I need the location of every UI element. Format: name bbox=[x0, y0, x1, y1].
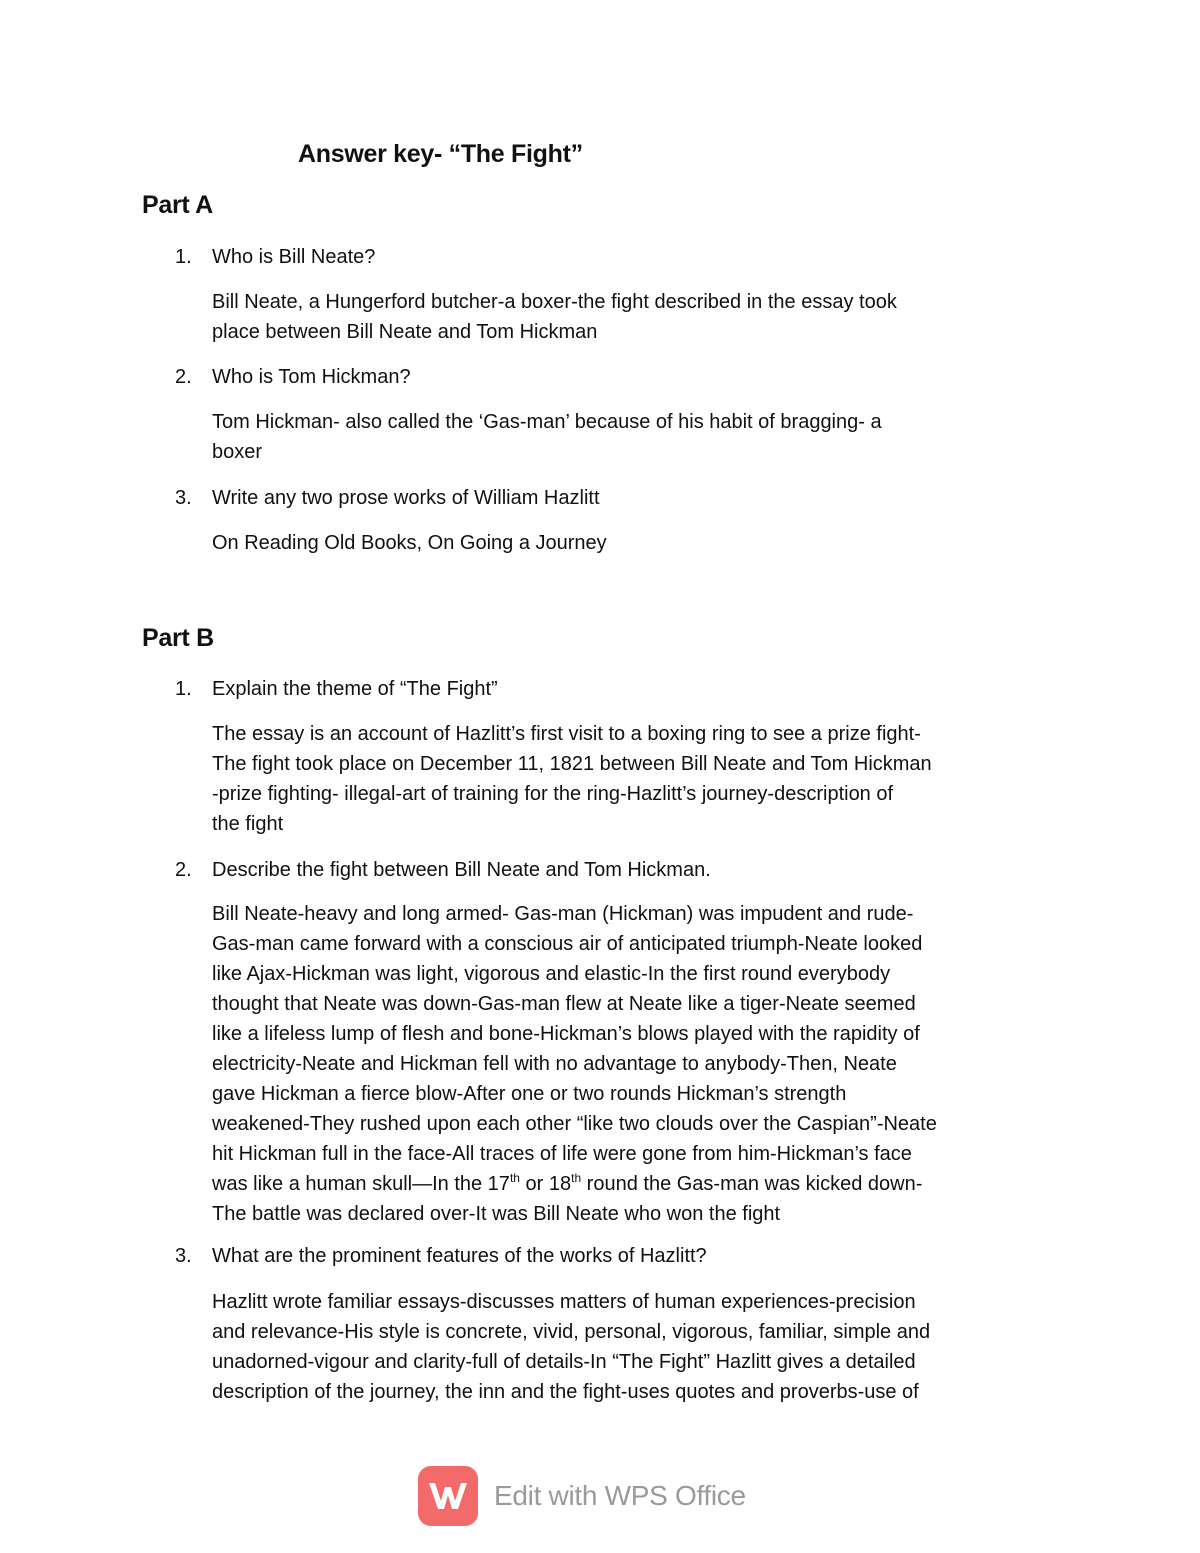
question-number: 1. bbox=[175, 678, 192, 700]
question-text: What are the prominent features of the works of Hazlitt? bbox=[212, 1245, 707, 1267]
wps-watermark[interactable] bbox=[418, 1465, 758, 1527]
question-number: 2. bbox=[175, 366, 192, 388]
wps-watermark-text: Edit with WPS Office bbox=[494, 1480, 746, 1511]
part-a-answer-1 bbox=[212, 287, 1072, 347]
ordinal-suffix: th bbox=[509, 1171, 520, 1185]
answer-line: The battle was declared over-It was Bill Neate who won the fight bbox=[212, 1203, 781, 1225]
answer-line: Bill Neate-heavy and long armed- Gas-man (Hickman) was impudent and rude- bbox=[212, 903, 914, 925]
document-title: Answer key- “The Fight” bbox=[298, 140, 583, 168]
answer-line: Hazlitt wrote familiar essays-discusses matters of human experiences-precision bbox=[212, 1291, 916, 1313]
wps-logo-icon bbox=[418, 1466, 478, 1526]
question-number: 3. bbox=[175, 487, 192, 509]
question-text: Describe the fight between Bill Neate and Tom Hickman. bbox=[212, 859, 711, 881]
answer-line: The fight took place on December 11, 1821 between Bill Neate and Tom Hickman bbox=[212, 753, 932, 775]
part-a-answer-3 bbox=[212, 528, 1072, 558]
answer-line: weakened-They rushed upon each other “like two clouds over the Caspian”-Neate bbox=[212, 1113, 937, 1135]
question-number: 1. bbox=[175, 246, 192, 268]
answer-line: gave Hickman a fierce blow-After one or two rounds Hickman’s strength bbox=[212, 1083, 847, 1105]
answer-line: and relevance-His style is concrete, vivid, personal, vigorous, familiar, simple and bbox=[212, 1321, 931, 1343]
part-b-answer-1 bbox=[212, 719, 1072, 839]
answer-line: like a lifeless lump of flesh and bone-Hickman’s blows played with the rapidity of bbox=[212, 1023, 920, 1045]
answer-line: On Reading Old Books, On Going a Journey bbox=[212, 532, 607, 554]
question-text: Who is Tom Hickman? bbox=[212, 366, 411, 388]
answer-line-ordinals bbox=[212, 1169, 1072, 1199]
answer-line: boxer bbox=[212, 441, 263, 463]
answer-line: thought that Neate was down-Gas-man flew at Neate like a tiger-Neate seemed bbox=[212, 993, 916, 1015]
question-number: 3. bbox=[175, 1245, 192, 1267]
answer-text: round the Gas-man was kicked down- bbox=[581, 1173, 923, 1195]
answer-line: like Ajax-Hickman was light, vigorous and elastic-In the first round everybody bbox=[212, 963, 891, 985]
answer-line: unadorned-vigour and clarity-full of details-In “The Fight” Hazlitt gives a detailed bbox=[212, 1351, 916, 1373]
ordinal-suffix: th bbox=[571, 1171, 582, 1185]
answer-line: the fight bbox=[212, 813, 284, 835]
answer-line: Bill Neate, a Hungerford butcher-a boxer-the fight described in the essay took bbox=[212, 291, 897, 313]
answer-line: place between Bill Neate and Tom Hickman bbox=[212, 321, 598, 343]
question-text: Write any two prose works of William Hazlitt bbox=[212, 487, 600, 509]
question-text: Explain the theme of “The Fight” bbox=[212, 678, 498, 700]
answer-text: was like a human skull—In the 17 bbox=[212, 1173, 510, 1195]
question-number: 2. bbox=[175, 859, 192, 881]
answer-line: hit Hickman full in the face-All traces of life were gone from him-Hickman’s face bbox=[212, 1143, 912, 1165]
part-b-heading: Part B bbox=[142, 624, 214, 652]
answer-text: or 18 bbox=[519, 1173, 572, 1195]
part-b-answer-3 bbox=[212, 1287, 1072, 1407]
answer-line: The essay is an account of Hazlitt’s first visit to a boxing ring to see a prize fight- bbox=[212, 723, 921, 745]
part-a-heading: Part A bbox=[142, 191, 213, 219]
answer-line: description of the journey, the inn and the fight-uses quotes and proverbs-use of bbox=[212, 1381, 919, 1403]
answer-line: electricity-Neate and Hickman fell with no advantage to anybody-Then, Neate bbox=[212, 1053, 897, 1075]
question-text: Who is Bill Neate? bbox=[212, 246, 376, 268]
answer-line: Tom Hickman- also called the ‘Gas-man’ because of his habit of bragging- a bbox=[212, 411, 882, 433]
answer-line: -prize fighting- illegal-art of training for the ring-Hazlitt’s journey-description of bbox=[212, 783, 894, 805]
part-b-answer-2 bbox=[212, 899, 1072, 1229]
part-a-answer-2 bbox=[212, 407, 1072, 467]
answer-line: Gas-man came forward with a conscious air of anticipated triumph-Neate looked bbox=[212, 933, 923, 955]
